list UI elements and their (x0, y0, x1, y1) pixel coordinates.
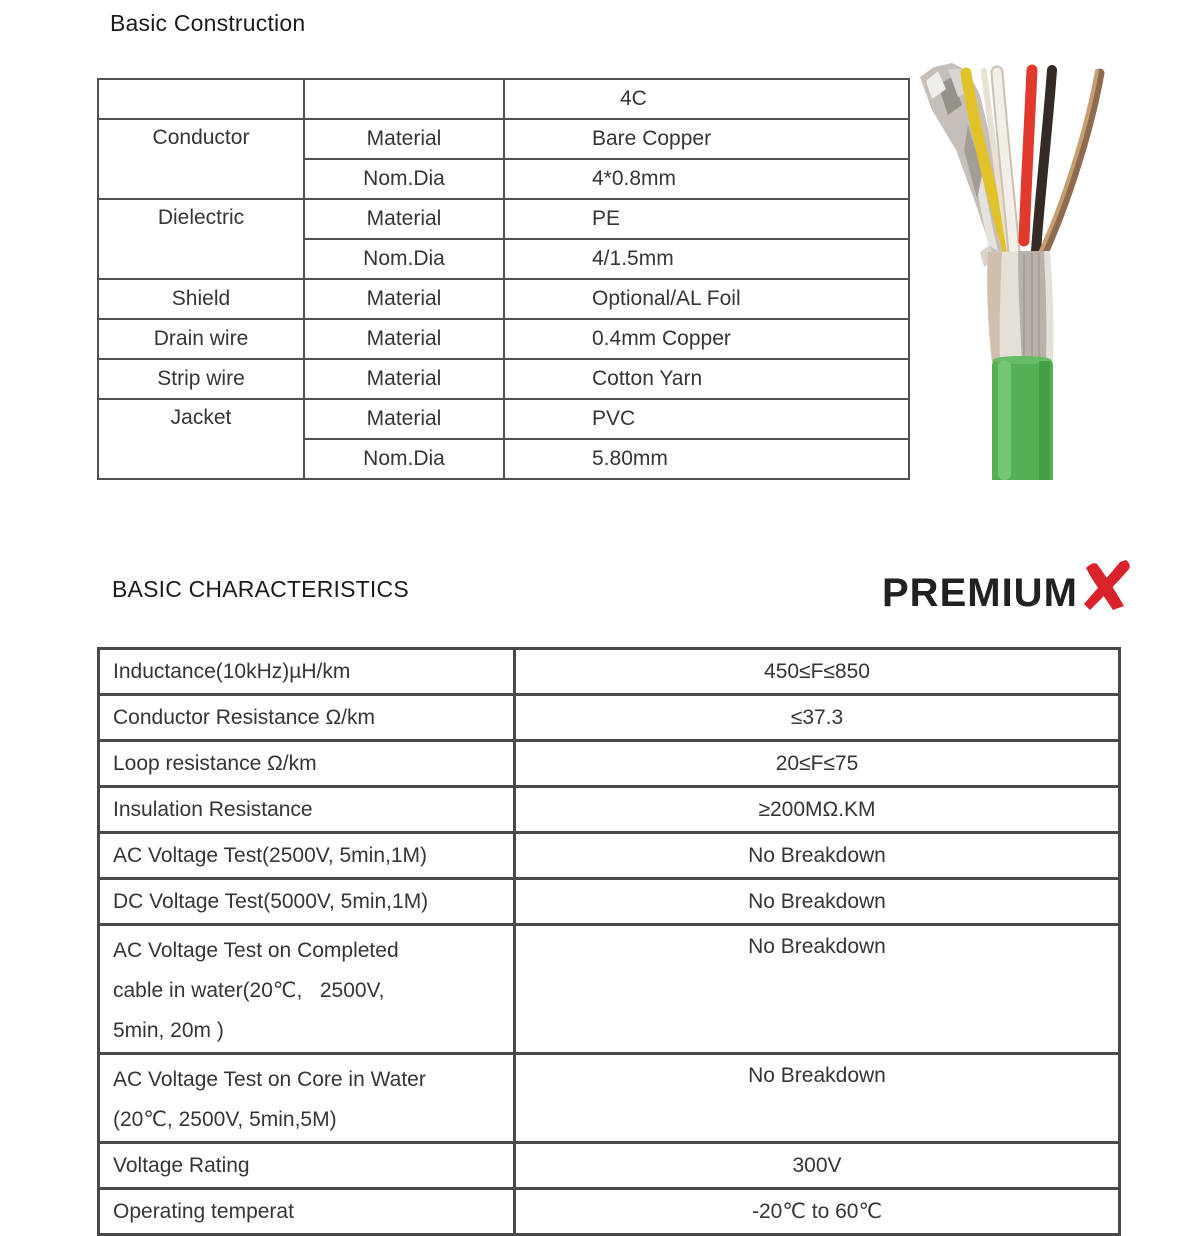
premiumx-logo (882, 558, 1132, 615)
table-row (99, 741, 1120, 787)
logo-wordmark: PREMIUM (882, 571, 1078, 615)
label-line: cable in water(20℃, 2500V, (113, 979, 385, 1002)
component-cell: Shield (98, 279, 304, 319)
table-row (99, 1189, 1120, 1235)
characteristics-table (97, 647, 1121, 1236)
label-cell: AC Voltage Test(2500V, 5min,1M) (99, 833, 515, 879)
table-row (98, 199, 909, 239)
value-cell: No Breakdown (515, 879, 1120, 925)
label-line: AC Voltage Test on Completed (113, 939, 399, 962)
component-cell: Drain wire (98, 319, 304, 359)
label-line: (20℃, 2500V, 5min,5M) (113, 1108, 337, 1131)
property-cell: Material (304, 399, 504, 439)
label-cell: Voltage Rating (99, 1143, 515, 1189)
table-row (98, 359, 909, 399)
property-cell: Material (304, 119, 504, 159)
property-cell (304, 79, 504, 119)
value-cell: 450≤F≤850 (515, 649, 1120, 695)
component-cell: Jacket (98, 399, 304, 479)
column-header-cell: 4C (504, 79, 909, 119)
jacket-shade (1039, 361, 1050, 480)
table-row (98, 119, 909, 159)
component-cell: Strip wire (98, 359, 304, 399)
table-row (98, 319, 909, 359)
table-row (98, 79, 909, 119)
value-cell: 5.80mm (504, 439, 909, 479)
property-cell: Material (304, 359, 504, 399)
label-cell: Operating temperat (99, 1189, 515, 1235)
value-cell: 20≤F≤75 (515, 741, 1120, 787)
jacket-highlight (998, 361, 1011, 480)
label-cell (99, 925, 515, 1054)
table-row (99, 879, 1120, 925)
property-cell: Material (304, 279, 504, 319)
basic-construction-title: Basic Construction (110, 10, 306, 36)
table-row (98, 279, 909, 319)
value-cell: No Breakdown (515, 925, 1120, 1054)
component-cell (98, 79, 304, 119)
label-cell: DC Voltage Test(5000V, 5min,1M) (99, 879, 515, 925)
property-cell: Nom.Dia (304, 159, 504, 199)
value-cell: 300V (515, 1143, 1120, 1189)
table-row (99, 695, 1120, 741)
value-cell: No Breakdown (515, 833, 1120, 879)
component-cell: Dielectric (98, 199, 304, 279)
label-cell: Conductor Resistance Ω/km (99, 695, 515, 741)
value-cell: Bare Copper (504, 119, 909, 159)
value-cell: 4/1.5mm (504, 239, 909, 279)
property-cell: Material (304, 199, 504, 239)
value-cell: ≤37.3 (515, 695, 1120, 741)
table-row (99, 649, 1120, 695)
value-cell: PVC (504, 399, 909, 439)
label-line: AC Voltage Test on Core in Water (113, 1068, 426, 1091)
table-row (99, 1054, 1120, 1143)
table-row (99, 1143, 1120, 1189)
construction-table (97, 78, 910, 480)
table-row (98, 399, 909, 439)
label-line: 5min, 20m ) (113, 1019, 224, 1042)
property-cell: Nom.Dia (304, 439, 504, 479)
logo-x-icon (1080, 558, 1132, 612)
value-cell: 4*0.8mm (504, 159, 909, 199)
label-cell: Inductance(10kHz)µH/km (99, 649, 515, 695)
value-cell: Cotton Yarn (504, 359, 909, 399)
value-cell: 0.4mm Copper (504, 319, 909, 359)
black-wire (1036, 70, 1052, 251)
property-cell: Material (304, 319, 504, 359)
label-cell: Loop resistance Ω/km (99, 741, 515, 787)
value-cell: No Breakdown (515, 1054, 1120, 1143)
label-cell (99, 1054, 515, 1143)
table-row (99, 925, 1120, 1054)
value-cell: Optional/AL Foil (504, 279, 909, 319)
basic-characteristics-title: BASIC CHARACTERISTICS (112, 576, 409, 602)
red-wire (1024, 70, 1032, 241)
table-row (99, 787, 1120, 833)
value-cell: PE (504, 199, 909, 239)
property-cell: Nom.Dia (304, 239, 504, 279)
component-cell: Conductor (98, 119, 304, 199)
table-row (99, 833, 1120, 879)
label-cell: Insulation Resistance (99, 787, 515, 833)
cable-photo (918, 55, 1113, 480)
value-cell: ≥200MΩ.KM (515, 787, 1120, 833)
value-cell: -20℃ to 60℃ (515, 1189, 1120, 1235)
